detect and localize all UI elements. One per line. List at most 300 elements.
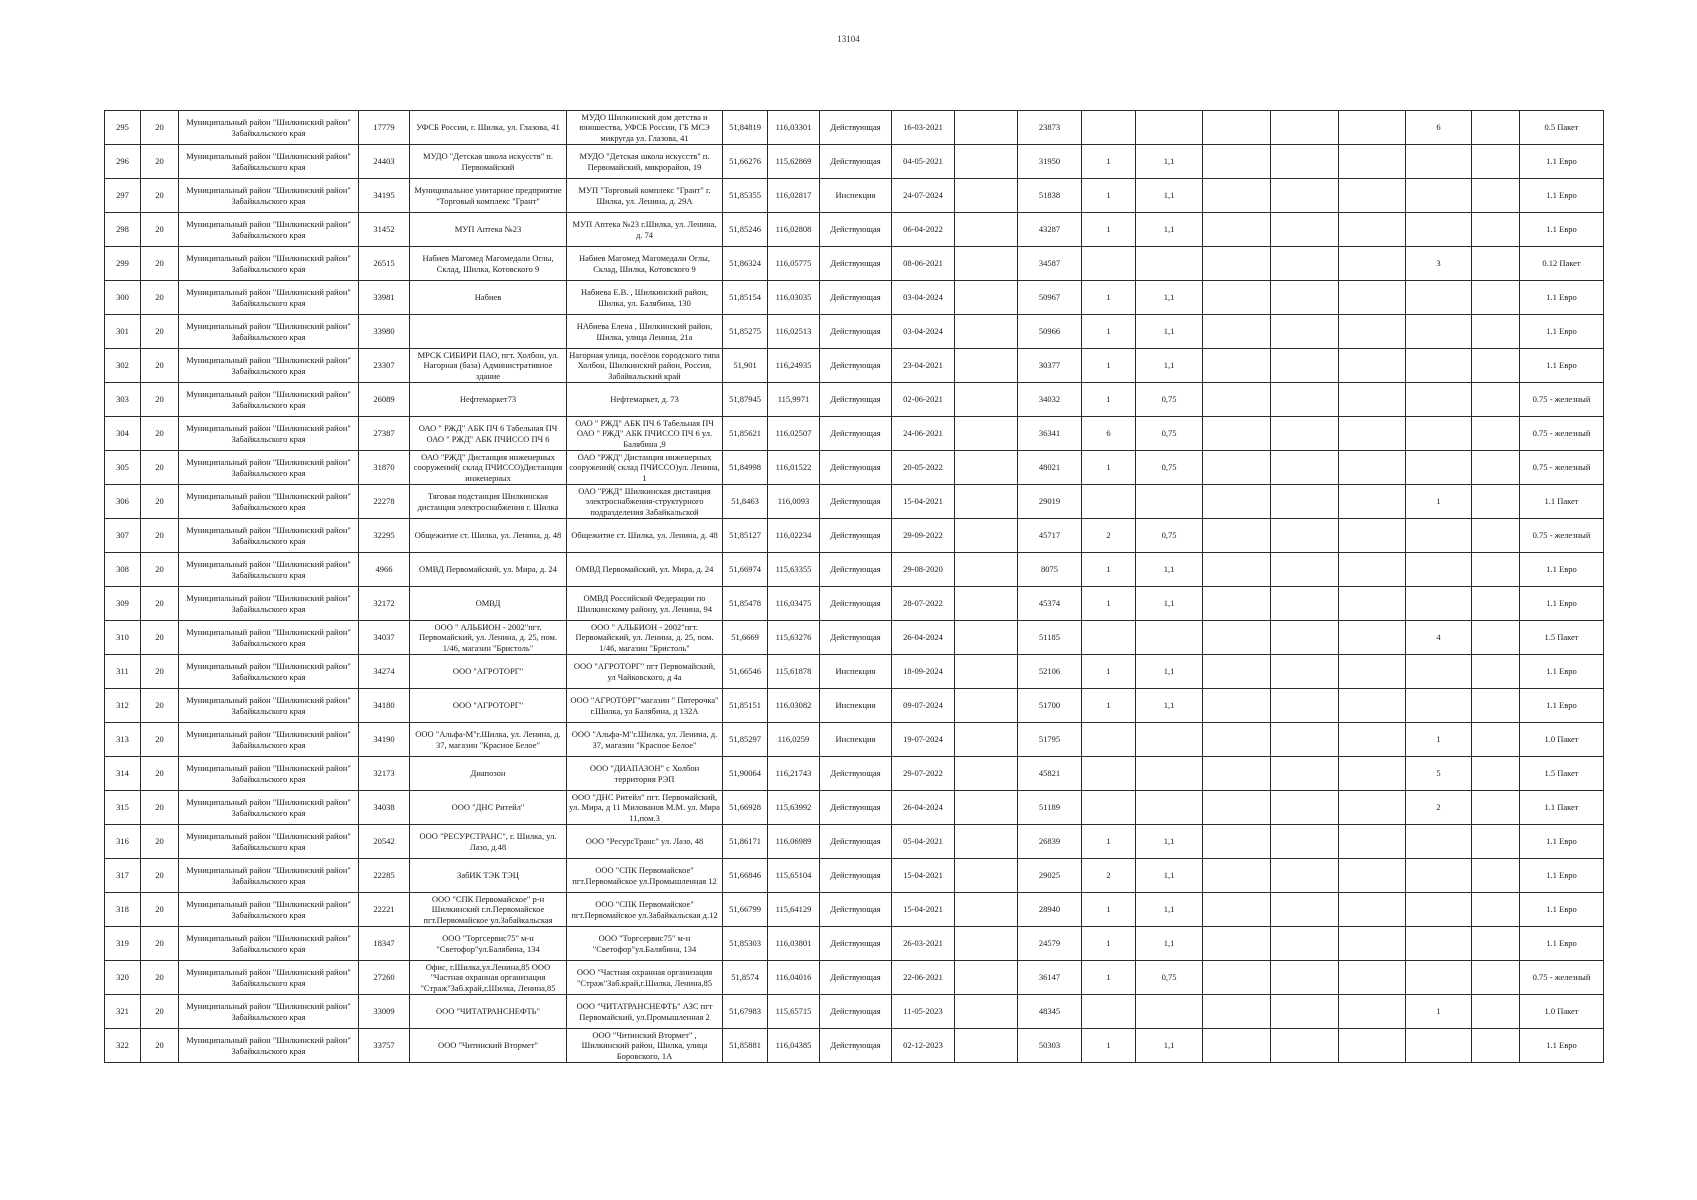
cell-text: 20 [155,870,164,881]
cell-municipality [179,621,359,655]
cell-text: 1.0 Пакет [1544,1006,1579,1017]
cell-longitude [768,553,820,587]
cell-empty-1 [955,927,1018,961]
cell-text: ООО "ДИАПАЗОН" с Холбон территория РЭП [589,763,700,784]
cell-empty-4 [1339,179,1406,213]
cell-container-volume [1136,893,1203,927]
cell-container-type [1520,995,1604,1029]
cell-text: 1.1 Евро [1546,292,1577,303]
cell-text: 20 [155,462,164,473]
cell-text: Муниципальный район "Шилкинский район" Забайкальского края [186,1001,351,1022]
cell-status [820,621,892,655]
cell-text: 1,1 [1163,190,1175,201]
cell-empty-1 [955,383,1018,417]
cell-text: 34180 [373,700,395,711]
cell-empty-5 [1472,961,1520,995]
cell-text: 08-06-2021 [903,258,943,269]
cell-text: 20 [155,224,164,235]
cell-text: 115,9971 [777,394,810,405]
cell-text: 321 [116,1006,129,1017]
cell-text: 51,84998 [729,462,761,473]
cell-text: 15-04-2021 [903,904,943,915]
cell-municipality [179,723,359,757]
cell-text: 115,63992 [775,802,812,813]
cell-object-id [359,111,410,145]
cell-text: 51,85478 [729,598,761,609]
cell-container-count [1082,179,1136,213]
cell-municipality [179,485,359,519]
cell-bag-count [1406,927,1472,961]
cell-text: Муниципальный район "Шилкинский район" Забайкальского края [186,899,351,920]
cell-text: 20542 [373,836,395,847]
cell-container-volume [1136,689,1203,723]
cell-date [892,893,955,927]
cell-text: 51,85275 [729,326,761,337]
cell-container-type [1520,791,1604,825]
cell-latitude [723,1029,768,1063]
cell-registry-number [1018,485,1082,519]
cell-region-code [141,247,179,281]
cell-container-volume [1136,587,1203,621]
cell-latitude [723,621,768,655]
cell-text: ООО "СПК Первомайское" пгт.Первомайское ул.Промышленная 12 [572,865,717,886]
cell-empty-5 [1472,587,1520,621]
cell-text: 1 [1436,1006,1441,1017]
cell-longitude [768,621,820,655]
cell-empty-3 [1271,281,1339,315]
cell-address [567,213,723,247]
cell-object-id [359,995,410,1029]
cell-text: 24579 [1038,938,1061,949]
cell-text: Действующая [830,972,881,983]
cell-region-code [141,145,179,179]
cell-text: 115,62869 [775,156,812,167]
cell-text: Муниципальный район "Шилкинский район" Забайкальского края [186,1035,351,1056]
cell-municipality [179,247,359,281]
cell-text: Муниципальный район "Шилкинский район" Забайкальского края [186,151,351,172]
cell-address [567,451,723,485]
cell-registry-number [1018,247,1082,281]
cell-region-code [141,1029,179,1063]
cell-empty-3 [1271,213,1339,247]
cell-empty-1 [955,247,1018,281]
cell-text: 5 [1436,768,1441,779]
cell-empty-4 [1339,655,1406,689]
cell-status [820,859,892,893]
cell-text: 115,65715 [775,1006,812,1017]
cell-text: 310 [116,632,129,643]
cell-object-name [410,349,567,383]
cell-text: 8075 [1041,564,1058,575]
table-row [105,757,1604,791]
cell-text: 1 [1106,360,1111,371]
cell-text: 20 [155,258,164,269]
cell-object-name [410,587,567,621]
cell-text: 36341 [1038,428,1061,439]
cell-text: ООО "ДНС Ритейл" [451,802,525,813]
cell-text: 0.75 - железный [1532,462,1591,473]
cell-text: 1,1 [1163,326,1175,337]
cell-text: 15-04-2021 [903,870,943,881]
cell-text: 1.1 Евро [1546,156,1577,167]
cell-text: 26-03-2021 [903,938,943,949]
cell-status [820,315,892,349]
cell-empty-1 [955,723,1018,757]
cell-municipality [179,757,359,791]
cell-text: ОАО "РЖД" Дистанция инженерных сооружений( склад ПЧИССО)Дистанция инженерных [413,452,563,483]
cell-status [820,961,892,995]
cell-text: 1 [1106,1040,1111,1051]
cell-row-number [105,825,141,859]
cell-text: 2 [1106,530,1111,541]
cell-latitude [723,961,768,995]
cell-text: 1.1 Пакет [1544,802,1579,813]
cell-empty-3 [1271,723,1339,757]
cell-empty-5 [1472,111,1520,145]
cell-empty-5 [1472,213,1520,247]
cell-empty-4 [1339,825,1406,859]
cell-row-number [105,859,141,893]
cell-text: 26515 [373,258,395,269]
cell-text: 20 [155,428,164,439]
cell-longitude [768,723,820,757]
cell-text: 115,63276 [775,632,812,643]
cell-address [567,111,723,145]
cell-empty-4 [1339,417,1406,451]
cell-text: 51,901 [733,360,757,371]
cell-empty-5 [1472,451,1520,485]
cell-container-volume [1136,791,1203,825]
cell-text: 45717 [1038,530,1061,541]
cell-empty-5 [1472,247,1520,281]
cell-bag-count [1406,247,1472,281]
cell-text: 03-04-2024 [903,292,943,303]
cell-status [820,587,892,621]
table-row [105,621,1604,655]
cell-longitude [768,757,820,791]
cell-empty-2 [1203,757,1271,791]
table-row [105,859,1604,893]
cell-text: 0.75 - железный [1532,972,1591,983]
table-row [105,247,1604,281]
cell-container-type [1520,179,1604,213]
cell-longitude [768,383,820,417]
cell-text: ООО "СПК Первомайское" р-н Шилкинский г.п.Первомайское пгт.Первомайское ул.Забайкальская [423,894,553,925]
cell-empty-4 [1339,315,1406,349]
cell-status [820,179,892,213]
cell-municipality [179,1029,359,1063]
cell-text: ЗабИК ТЭК ТЭЦ [457,870,519,881]
cell-region-code [141,859,179,893]
cell-text: 20 [155,972,164,983]
cell-text: 1 [1106,836,1111,847]
cell-text: 1.1 Евро [1546,190,1577,201]
cell-text: Муниципальный район "Шилкинский район" Забайкальского края [186,559,351,580]
cell-text: 11-05-2023 [903,1006,943,1017]
cell-status [820,417,892,451]
cell-text: 1.1 Пакет [1544,496,1579,507]
cell-empty-3 [1271,383,1339,417]
cell-region-code [141,995,179,1029]
cell-longitude [768,587,820,621]
cell-text: 20 [155,530,164,541]
cell-municipality [179,451,359,485]
cell-container-volume [1136,213,1203,247]
cell-empty-4 [1339,383,1406,417]
cell-container-volume [1136,519,1203,553]
cell-text: 1 [1106,224,1111,235]
cell-container-count [1082,315,1136,349]
cell-container-type [1520,111,1604,145]
cell-text: 116,04385 [775,1040,812,1051]
cell-container-volume [1136,1029,1203,1063]
cell-text: 51185 [1039,632,1060,643]
cell-text: 02-06-2021 [903,394,943,405]
cell-text: 1 [1106,292,1111,303]
cell-empty-1 [955,757,1018,791]
cell-text: 22221 [373,904,395,915]
cell-municipality [179,995,359,1029]
cell-container-volume [1136,111,1203,145]
cell-text: 51,66846 [729,870,761,881]
cell-text: 1.0 Пакет [1544,734,1579,745]
cell-text: 34037 [373,632,395,643]
cell-text: 51,85881 [729,1040,761,1051]
cell-object-id [359,1029,410,1063]
cell-text: 1,1 [1163,904,1175,915]
cell-date [892,1029,955,1063]
cell-text: 295 [116,122,129,133]
cell-text: 51,85154 [729,292,761,303]
cell-latitude [723,995,768,1029]
cell-text: ОМВД [475,598,501,609]
cell-text: 51,8574 [731,972,759,983]
cell-row-number [105,315,141,349]
cell-registry-number [1018,893,1082,927]
cell-row-number [105,689,141,723]
cell-empty-1 [955,281,1018,315]
cell-longitude [768,247,820,281]
cell-empty-5 [1472,417,1520,451]
cell-object-id [359,587,410,621]
cell-text: 51,6669 [731,632,759,643]
cell-text: 22-06-2021 [903,972,943,983]
cell-row-number [105,927,141,961]
cell-text: 51,87945 [729,394,761,405]
cell-municipality [179,553,359,587]
cell-registry-number [1018,791,1082,825]
cell-text: 307 [116,530,129,541]
cell-empty-3 [1271,485,1339,519]
cell-registry-number [1018,111,1082,145]
cell-text: 1 [1106,598,1111,609]
cell-text: 33009 [373,1006,395,1017]
cell-text: 4966 [375,564,393,575]
cell-municipality [179,383,359,417]
table-row [105,315,1604,349]
cell-text: Набиев Магомед Магомедали Оглы, Склад, Шилка, Котовского 9 [422,253,554,274]
cell-municipality [179,791,359,825]
cell-registry-number [1018,723,1082,757]
cell-municipality [179,893,359,927]
cell-empty-2 [1203,689,1271,723]
cell-text: 1.1 Евро [1546,700,1577,711]
cell-object-id [359,553,410,587]
cell-container-count [1082,655,1136,689]
table-row [105,893,1604,927]
cell-empty-2 [1203,451,1271,485]
cell-container-volume [1136,349,1203,383]
cell-empty-1 [955,893,1018,927]
cell-container-count [1082,519,1136,553]
cell-date [892,757,955,791]
cell-text: 308 [116,564,129,575]
cell-text: 51838 [1038,190,1061,201]
cell-text: ООО "ДНС Ритейл" пгт. Первомайский, ул. Мира, д 11 Милованов М.М. ул. Мира 11,пом.3 [569,792,720,823]
cell-text: 1.1 Евро [1546,1040,1577,1051]
cell-text: Муниципальный район "Шилкинский район" Забайкальского края [186,457,351,478]
cell-text: 1.5 Пакет [1544,632,1579,643]
cell-container-volume [1136,179,1203,213]
cell-text: Муниципальный район "Шилкинский район" Забайкальского края [186,729,351,750]
cell-empty-2 [1203,383,1271,417]
cell-empty-2 [1203,859,1271,893]
cell-region-code [141,213,179,247]
cell-date [892,995,955,1029]
cell-text: 31870 [373,462,395,473]
cell-region-code [141,961,179,995]
cell-empty-4 [1339,723,1406,757]
cell-region-code [141,451,179,485]
cell-region-code [141,281,179,315]
cell-row-number [105,145,141,179]
cell-longitude [768,315,820,349]
cell-row-number [105,723,141,757]
registry-table [104,110,1604,1063]
cell-text: Муниципальный район "Шилкинский район" Забайкальского края [186,355,351,376]
cell-text: 26089 [373,394,395,405]
cell-empty-2 [1203,213,1271,247]
cell-empty-5 [1472,791,1520,825]
cell-text: Нефтемаркет, д. 73 [610,394,679,405]
cell-text: 26-04-2024 [903,802,943,813]
cell-registry-number [1018,995,1082,1029]
cell-bag-count [1406,281,1472,315]
cell-empty-4 [1339,519,1406,553]
cell-empty-2 [1203,485,1271,519]
cell-empty-2 [1203,145,1271,179]
cell-text: 116,02507 [775,428,812,439]
cell-empty-4 [1339,553,1406,587]
cell-municipality [179,315,359,349]
cell-status [820,349,892,383]
cell-empty-2 [1203,553,1271,587]
cell-row-number [105,621,141,655]
cell-municipality [179,961,359,995]
cell-container-count [1082,281,1136,315]
cell-empty-1 [955,995,1018,1029]
table-row [105,213,1604,247]
cell-text: 1,1 [1163,870,1175,881]
cell-empty-1 [955,315,1018,349]
cell-object-id [359,791,410,825]
cell-container-type [1520,247,1604,281]
cell-row-number [105,961,141,995]
cell-object-id [359,723,410,757]
cell-longitude [768,417,820,451]
cell-text: 116,02808 [775,224,812,235]
cell-empty-4 [1339,893,1406,927]
cell-object-name [410,689,567,723]
cell-empty-3 [1271,247,1339,281]
cell-address [567,281,723,315]
cell-municipality [179,689,359,723]
cell-text: 319 [116,938,129,949]
cell-date [892,791,955,825]
cell-address [567,961,723,995]
cell-object-name [410,383,567,417]
cell-container-volume [1136,655,1203,689]
cell-text: 311 [116,666,129,677]
cell-status [820,485,892,519]
cell-container-count [1082,723,1136,757]
cell-empty-1 [955,145,1018,179]
cell-container-type [1520,1029,1604,1063]
cell-municipality [179,111,359,145]
cell-text: 1.5 Пакет [1544,768,1579,779]
cell-empty-2 [1203,655,1271,689]
cell-longitude [768,995,820,1029]
cell-bag-count [1406,791,1472,825]
cell-container-count [1082,621,1136,655]
cell-text: Нагорная улица, посёлок городского типа Холбон, Шилкинский район, Россия, Забайкальский край [569,350,720,381]
cell-text: ООО "РесурсТранс" ул. Лазо, 48 [585,836,704,847]
cell-text: 1.1 Евро [1546,938,1577,949]
cell-status [820,145,892,179]
cell-object-name [410,315,567,349]
cell-object-name [410,995,567,1029]
cell-bag-count [1406,587,1472,621]
cell-empty-4 [1339,859,1406,893]
cell-text: 6 [1106,428,1111,439]
cell-status [820,791,892,825]
cell-container-count [1082,1029,1136,1063]
cell-text: 28-07-2022 [903,598,943,609]
cell-empty-2 [1203,417,1271,451]
cell-text: 22278 [373,496,395,507]
cell-empty-5 [1472,1029,1520,1063]
cell-text: 0,75 [1161,394,1177,405]
cell-text: 312 [116,700,129,711]
cell-row-number [105,791,141,825]
cell-region-code [141,519,179,553]
cell-text: 305 [116,462,129,473]
cell-empty-4 [1339,1029,1406,1063]
cell-empty-2 [1203,247,1271,281]
cell-text: Муниципальный район "Шилкинский район" Забайкальского края [186,661,351,682]
cell-registry-number [1018,145,1082,179]
cell-text: 20 [155,632,164,643]
cell-latitude [723,179,768,213]
cell-status [820,825,892,859]
cell-text: 6 [1436,122,1441,133]
cell-text: 1 [1436,734,1441,745]
cell-text: 33981 [373,292,395,303]
cell-empty-3 [1271,349,1339,383]
cell-bag-count [1406,111,1472,145]
cell-container-count [1082,893,1136,927]
cell-container-type [1520,621,1604,655]
